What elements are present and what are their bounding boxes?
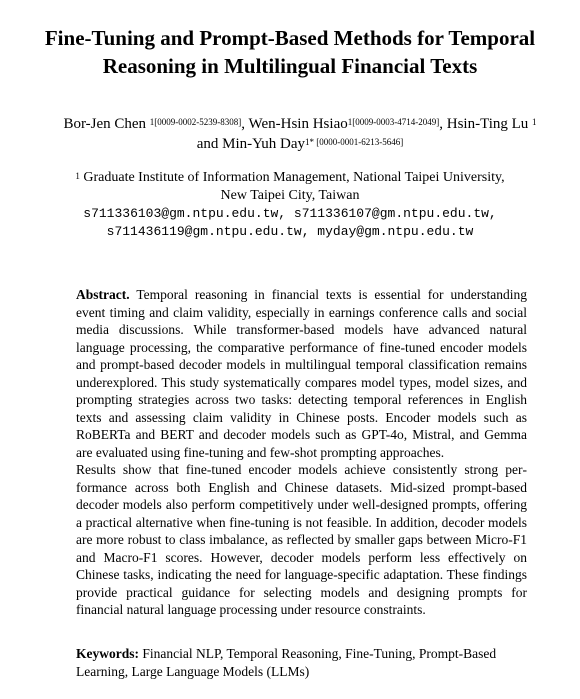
- abstract-label: Abstract.: [76, 287, 130, 302]
- author-name: Bor-Jen Chen: [63, 116, 147, 132]
- paper-title-line-1: Fine-Tuning and Prompt-Based Methods for Temporal: [44, 26, 536, 50]
- author-connector: and: [196, 136, 219, 152]
- affiliation-line-2: New Taipei City, Taiwan: [220, 188, 360, 203]
- author-affiliation-orcid: 1[0009-0002-5239-8308]: [149, 117, 242, 127]
- paper-title-line-2: Reasoning in Multilingual Financial Texts: [102, 54, 478, 78]
- affiliation-block: [60, 169, 520, 241]
- author-name: Min-Yuh Day: [222, 136, 306, 152]
- keywords-section: [76, 645, 527, 680]
- author-name: Wen-Hsin Hsiao: [248, 116, 348, 132]
- abstract-section: [76, 286, 527, 619]
- author-list: Bor-Jen Chen $^{1[0009-0002-5239-8308]}$, Wen-Hsin Hsiao$^{1[0009-0003-4714-2049]}$, Hsin-Ting Lu $^1$ and Min-Yuh Day$^{1* [0000-0001-6213-5646]}$: [63, 116, 537, 152]
- author-name: Hsin-Ting Lu: [446, 116, 529, 132]
- abstract-paragraph-1: [76, 286, 527, 461]
- keywords-text: Financial NLP, Temporal Reasoning, Fine-Tuning, Prompt-Based Learning, Large Language Models (LLMs): [76, 646, 497, 679]
- abstract-text-2: Results show that fine-tuned encoder models achieve consistently strong performance across both English and Chinese datasets. Mid-sized prompt-based decoder models also perform competitively under well-designed prompts, offering a practical alternative when fine-tuning is not feasible. In addition, decoder models are more robust to class imbalance, as reflected by smaller gaps between Micro-F1 and Macro-F1 scores. However, decoder models perform less effectively on Chinese tasks, indicating the need for language-specific adaptation. These findings provide practical guidance for selecting models and designing prompts for financial natural language processing under resource constraints.: [76, 462, 527, 617]
- author-affiliation-orcid: 1* [0000-0001-6213-5646]: [305, 137, 404, 147]
- email-line-1: s711336103@gm.ntpu.edu.tw, s711336107@gm.ntpu.edu.tw,: [83, 206, 497, 221]
- affiliation-line-1: Graduate Institute of Information Management, National Taipei University,: [83, 170, 505, 185]
- author-affiliation-orcid: 1: [532, 117, 537, 127]
- author-affiliation-orcid: 1[0009-0003-4714-2049]: [347, 117, 440, 127]
- paper-title: [20, 24, 560, 80]
- keywords-label: Keywords:: [76, 646, 139, 661]
- abstract-text-1: Temporal reasoning in financial texts is essential for understanding event timing and claim validity, especially in earnings conference calls and social media discussions. While transformer-based models have advanced natural language processing, the comparative performance of fine-tuned encoder models and prompt-based decoder models in multilingual temporal classification remains underexplored. This study systematically compares model types, model sizes, and prompting strategies across two tasks: detecting temporal references in English texts and assessing claim validity in Chinese posts. Encoder models such as RoBERTa and BERT and decoder models such as GPT-4o, Mistral, and Gemma are evaluated using fine-tuning and few-shot prompting approaches.: [76, 287, 527, 460]
- email-line-2: s711436119@gm.ntpu.edu.tw, myday@gm.ntpu.edu.tw: [106, 224, 474, 239]
- abstract-paragraph-2: [76, 461, 527, 619]
- affiliation-marker: 1: [75, 171, 80, 181]
